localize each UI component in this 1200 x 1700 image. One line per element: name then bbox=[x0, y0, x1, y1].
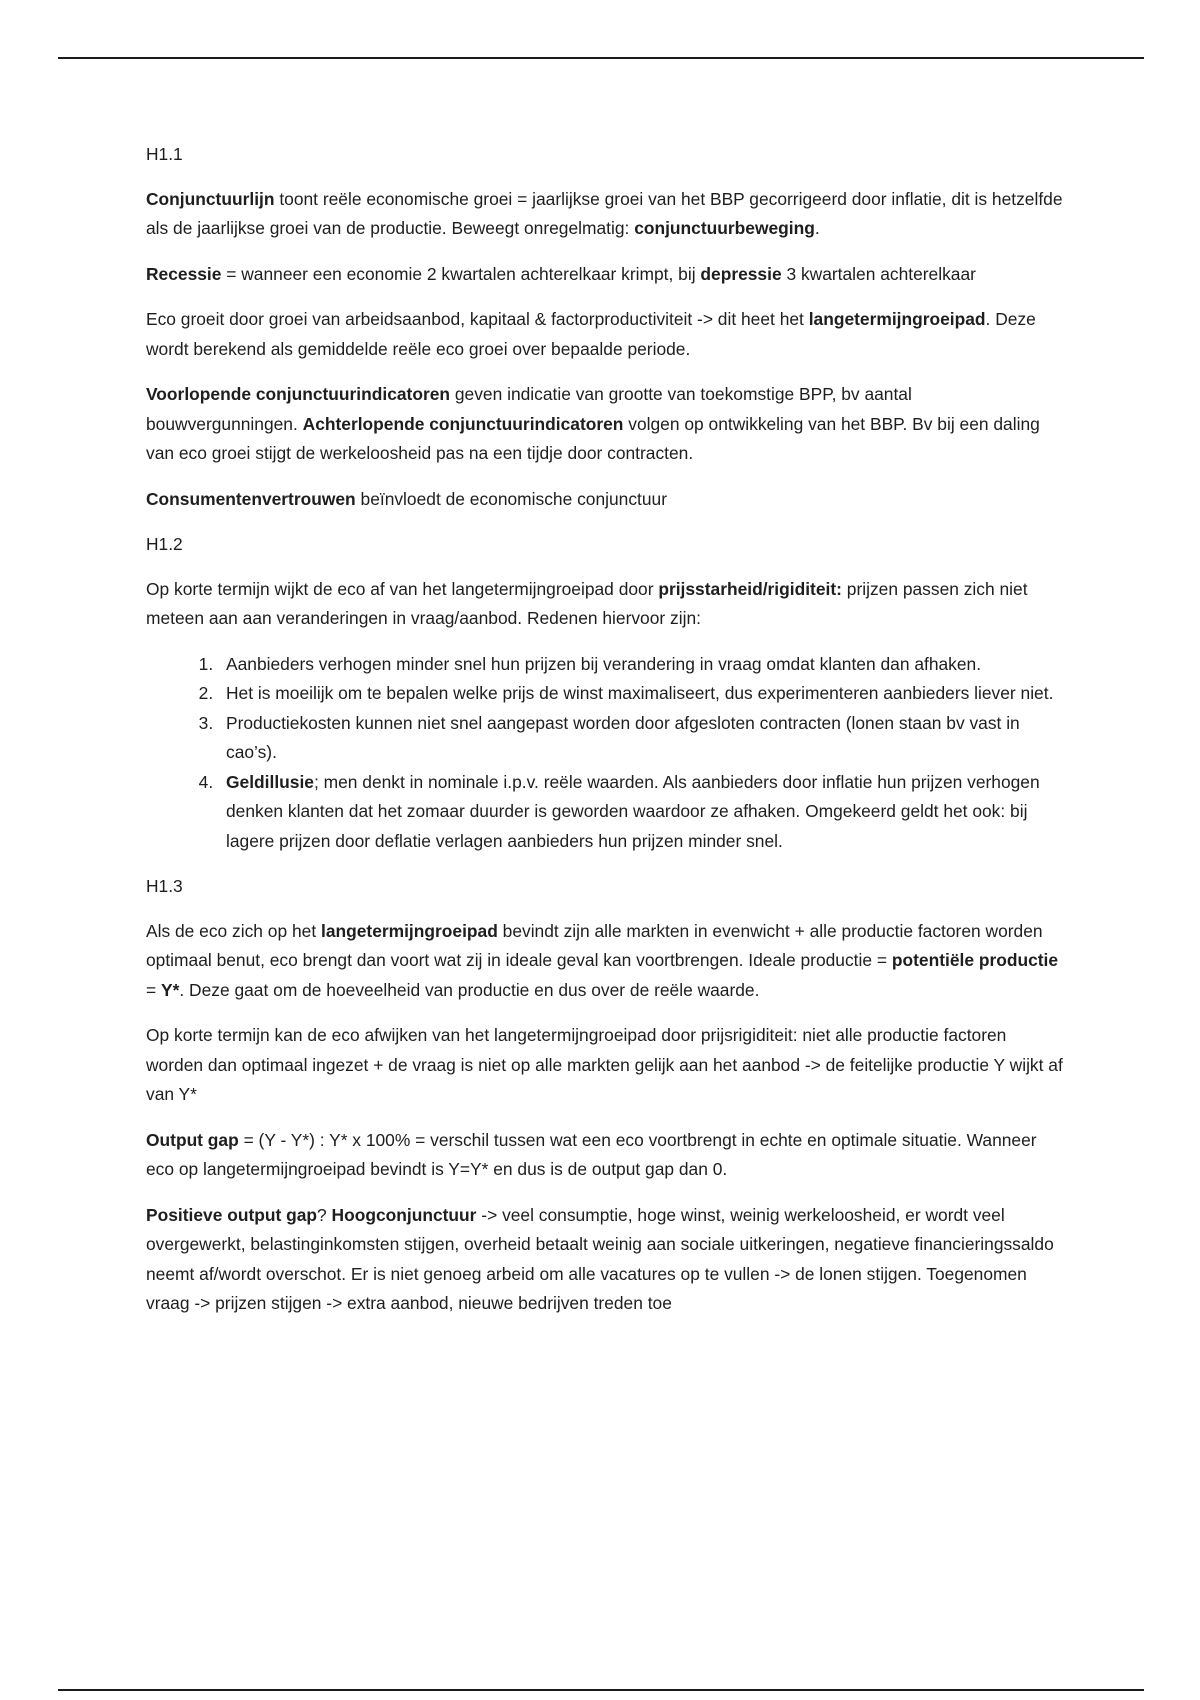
list-item bbox=[218, 679, 1066, 709]
text: Als de eco zich op het bbox=[146, 920, 321, 941]
text: ? bbox=[317, 1204, 332, 1225]
text: Aanbieders verhogen minder snel hun prijzen bij verandering in vraag omdat klanten dan afhaken. bbox=[226, 653, 982, 674]
section-heading: H1.1 bbox=[146, 144, 183, 164]
term: Recessie bbox=[146, 263, 222, 284]
term: Positieve output gap bbox=[146, 1204, 318, 1225]
list-item bbox=[218, 650, 1066, 680]
text: . bbox=[814, 218, 820, 238]
text: . Deze wordt berekend als gemiddelde reële eco groei over bepaalde periode. bbox=[146, 309, 1036, 359]
text: Productiekosten kunnen niet snel aangepast worden door afgesloten contracten (lonen staan bv vast in cao’s). bbox=[226, 712, 1020, 762]
paragraph bbox=[146, 575, 1066, 634]
paragraph bbox=[146, 917, 1066, 1006]
header-rule bbox=[58, 57, 1144, 59]
paragraph bbox=[146, 185, 1066, 244]
paragraph bbox=[146, 1021, 1066, 1110]
numbered-list bbox=[146, 650, 1066, 857]
term: depressie bbox=[700, 263, 782, 284]
text: = wanneer een economie 2 kwartalen achterelkaar krimpt, bij bbox=[221, 263, 701, 284]
text: geven indicatie van grootte van toekomstige BPP, bv aantal bouwvergunningen. bbox=[146, 384, 912, 434]
text: Eco groeit door groei van arbeidsaanbod, kapitaal & factorproductiviteit -> dit heet het bbox=[146, 309, 809, 329]
term: langetermijngroeipad bbox=[808, 309, 986, 329]
term: prijsstarheid/rigiditeit: bbox=[658, 578, 842, 599]
term: Voorlopende conjunctuurindicatoren bbox=[146, 384, 451, 404]
term: Output gap bbox=[146, 1129, 239, 1150]
text: Op korte termijn kan de eco afwijken van het langetermijngroeipad door prijsrigiditeit: niet alle productie factoren worden dan optimaal ingezet + de vraag is niet op alle markten gelijk aan het aanbod -> de feitelijke productie Y wijkt af van Y* bbox=[146, 1025, 1063, 1104]
paragraph bbox=[146, 1126, 1066, 1185]
term: Achterlopende conjunctuurindicatoren bbox=[302, 413, 624, 434]
text: -> veel consumptie, hoge winst, weinig werkeloosheid, er wordt veel overgewerkt, belastinginkomsten stijgen, overheid betaalt weinig aan sociale uitkeringen, negatieve financieringssaldo neemt af/wordt overschot. Er is niet genoeg arbeid om alle vacatures op te vullen -> de lonen stijgen. Toegenomen vraag -> prijzen stijgen -> extra aanbod, nieuwe bedrijven treden toe bbox=[146, 1204, 1054, 1313]
text: . Deze gaat om de hoeveelheid van productie en dus over de reële waarde. bbox=[179, 979, 760, 1000]
text: Het is moeilijk om te bepalen welke prijs de winst maximaliseert, dus experimenteren aanbieders liever niet. bbox=[226, 683, 1054, 703]
term: Conjunctuurlijn bbox=[146, 188, 275, 209]
term: langetermijngroeipad bbox=[320, 920, 498, 941]
term: Y* bbox=[161, 979, 180, 1000]
paragraph bbox=[146, 380, 1066, 469]
term: Geldillusie bbox=[226, 771, 314, 792]
document-body bbox=[146, 140, 1066, 1335]
section-heading: H1.2 bbox=[146, 534, 183, 554]
text: = bbox=[146, 979, 161, 1000]
term: potentiële productie bbox=[891, 950, 1059, 970]
text: beïnvloedt de economische conjunctuur bbox=[355, 488, 667, 509]
footer-rule bbox=[58, 1689, 1144, 1691]
text: 3 kwartalen achterelkaar bbox=[781, 263, 976, 284]
text: Op korte termijn wijkt de eco af van het langetermijngroeipad door bbox=[146, 578, 659, 599]
term: conjunctuurbeweging bbox=[634, 218, 815, 238]
list-item bbox=[218, 709, 1066, 768]
text: volgen op ontwikkeling van het BBP. Bv bij een daling van eco groei stijgt de werkeloosheid pas na een tijdje door contracten. bbox=[146, 413, 1040, 463]
paragraph bbox=[146, 485, 1066, 515]
paragraph bbox=[146, 305, 1066, 364]
text: = (Y - Y*) : Y* x 100% = verschil tussen wat een eco voortbrengt in echte en optimale situatie. Wanneer eco op langetermijngroeipad bevindt is Y=Y* en dus is de output gap dan 0. bbox=[146, 1129, 1037, 1179]
text: prijzen passen zich niet meteen aan aan veranderingen in vraag/aanbod. Redenen hiervoor zijn: bbox=[146, 578, 1028, 628]
text: toont reële economische groei = jaarlijkse groei van het BBP gecorrigeerd door inflatie, dit is hetzelfde als de jaarlijkse groei van de productie. Beweegt onregelmatig: bbox=[146, 188, 1063, 238]
term: Consumentenvertrouwen bbox=[146, 488, 356, 509]
text: bevindt zijn alle markten in evenwicht + alle productie factoren worden optimaal benut, eco brengt dan voort wat zij in ideale geval kan voortbrengen. Ideale productie = bbox=[146, 920, 1043, 970]
text: ; men denkt in nominale i.p.v. reële waarden. Als aanbieders door inflatie hun prijzen verhogen denken klanten dat het zomaar duurder is geworden waardoor ze afhaken. Omgekeerd geldt het ook: bij lagere prijzen door deflatie verlagen aanbieders hun prijzen minder snel. bbox=[226, 771, 1040, 851]
list-item bbox=[218, 768, 1066, 857]
paragraph bbox=[146, 1201, 1066, 1319]
section-heading: H1.3 bbox=[146, 876, 183, 896]
term: Hoogconjunctuur bbox=[331, 1204, 477, 1225]
paragraph bbox=[146, 260, 1066, 290]
